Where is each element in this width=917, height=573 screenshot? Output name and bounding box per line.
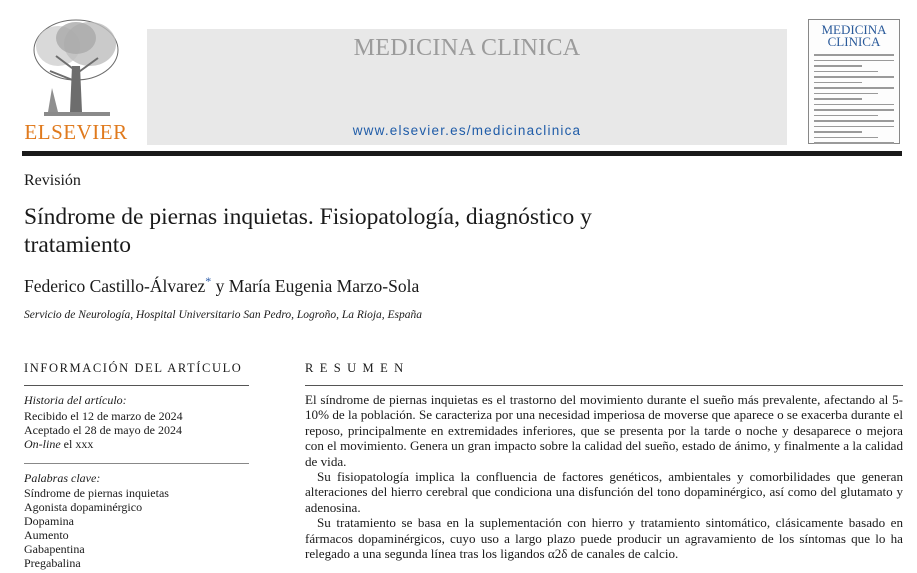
- article-info-divider: [24, 385, 249, 386]
- author-joiner: y: [215, 275, 225, 296]
- history-received: Recibido el 12 de marzo de 2024: [24, 409, 183, 423]
- keyword-item: Agonista dopaminérgico: [24, 500, 143, 514]
- journal-cover-thumbnail[interactable]: [808, 19, 900, 144]
- abstract-divider: [305, 385, 903, 386]
- abstract-paragraph: Su fisiopatología implica la confluencia de factores genéticos, ambientales y comorbilidades que generan alteraciones del hierro cerebral que condiciona una disfunción del tono dopaminérgico, así como del glutamato y adenosina.: [305, 469, 903, 515]
- history-online: On-line el xxx: [24, 437, 94, 451]
- journal-title: MEDICINA CLINICA: [353, 35, 581, 61]
- abstract-paragraph: El síndrome de piernas inquietas es el trastorno del movimiento durante el sueño más prevalente, afectando al 5-10% de la población. Se caracteriza por una necesidad imperiosa de moverse que aparece o se exacerba durante el reposo, principalmente en extremidades inferiores, que se presenta por la tarde o noche y desaparece o mejora con el movimiento. Genera un gran impacto sobre la calidad del sueño, estado de ánimo, y finalmente a la calidad de vida.: [305, 392, 903, 469]
- keyword-item: Gabapentina: [24, 542, 85, 556]
- corresponding-author-mark[interactable]: *: [205, 274, 212, 288]
- cover-text-lines: [814, 54, 894, 137]
- author-list: [24, 274, 419, 297]
- abstract-heading: RESUMEN: [305, 361, 410, 375]
- journal-url-link[interactable]: www.elsevier.es/medicinaclinica: [352, 123, 582, 138]
- author-name[interactable]: Federico Castillo-Álvarez: [24, 275, 206, 296]
- history-label: Historia del artículo:: [24, 393, 127, 407]
- publisher-name: ELSEVIER: [24, 120, 128, 144]
- article-info-heading: INFORMACIÓN DEL ARTÍCULO: [24, 361, 243, 375]
- keywords-divider: [24, 463, 249, 464]
- cover-title: MEDICINA CLINICA: [821, 22, 887, 49]
- elsevier-logo[interactable]: [22, 16, 130, 144]
- keyword-item: Dopamina: [24, 514, 74, 528]
- keyword-item: Aumento: [24, 528, 69, 542]
- keywords-label: Palabras clave:: [24, 471, 101, 485]
- history-accepted: Aceptado el 28 de mayo de 2024: [24, 423, 182, 437]
- abstract-paragraph: Su tratamiento se basa en la suplementación con hierro y tratamiento sintomático, clásicamente basado en fármacos dopaminérgicos, cuyo uso a largo plazo puede producir un agravamiento de los síntomas que lo ha relegado a una segunda línea tras los ligandos α2δ de canales de calcio.: [305, 515, 903, 562]
- journal-banner: [147, 29, 787, 145]
- affiliation: Servicio de Neurología, Hospital Universitario San Pedro, Logroño, La Rioja, España: [24, 309, 423, 321]
- abstract-body: [305, 392, 903, 561]
- author-name[interactable]: María Eugenia Marzo-Sola: [228, 275, 420, 296]
- article-title: Síndrome de piernas inquietas. Fisiopatología, diagnóstico y tratamiento: [24, 204, 592, 258]
- keyword-item: Síndrome de piernas inquietas: [24, 486, 169, 500]
- article-section-type: Revisión: [24, 172, 81, 189]
- header-divider: [22, 151, 902, 156]
- elsevier-tree-icon: [28, 16, 124, 120]
- keyword-item: Pregabalina: [24, 556, 81, 570]
